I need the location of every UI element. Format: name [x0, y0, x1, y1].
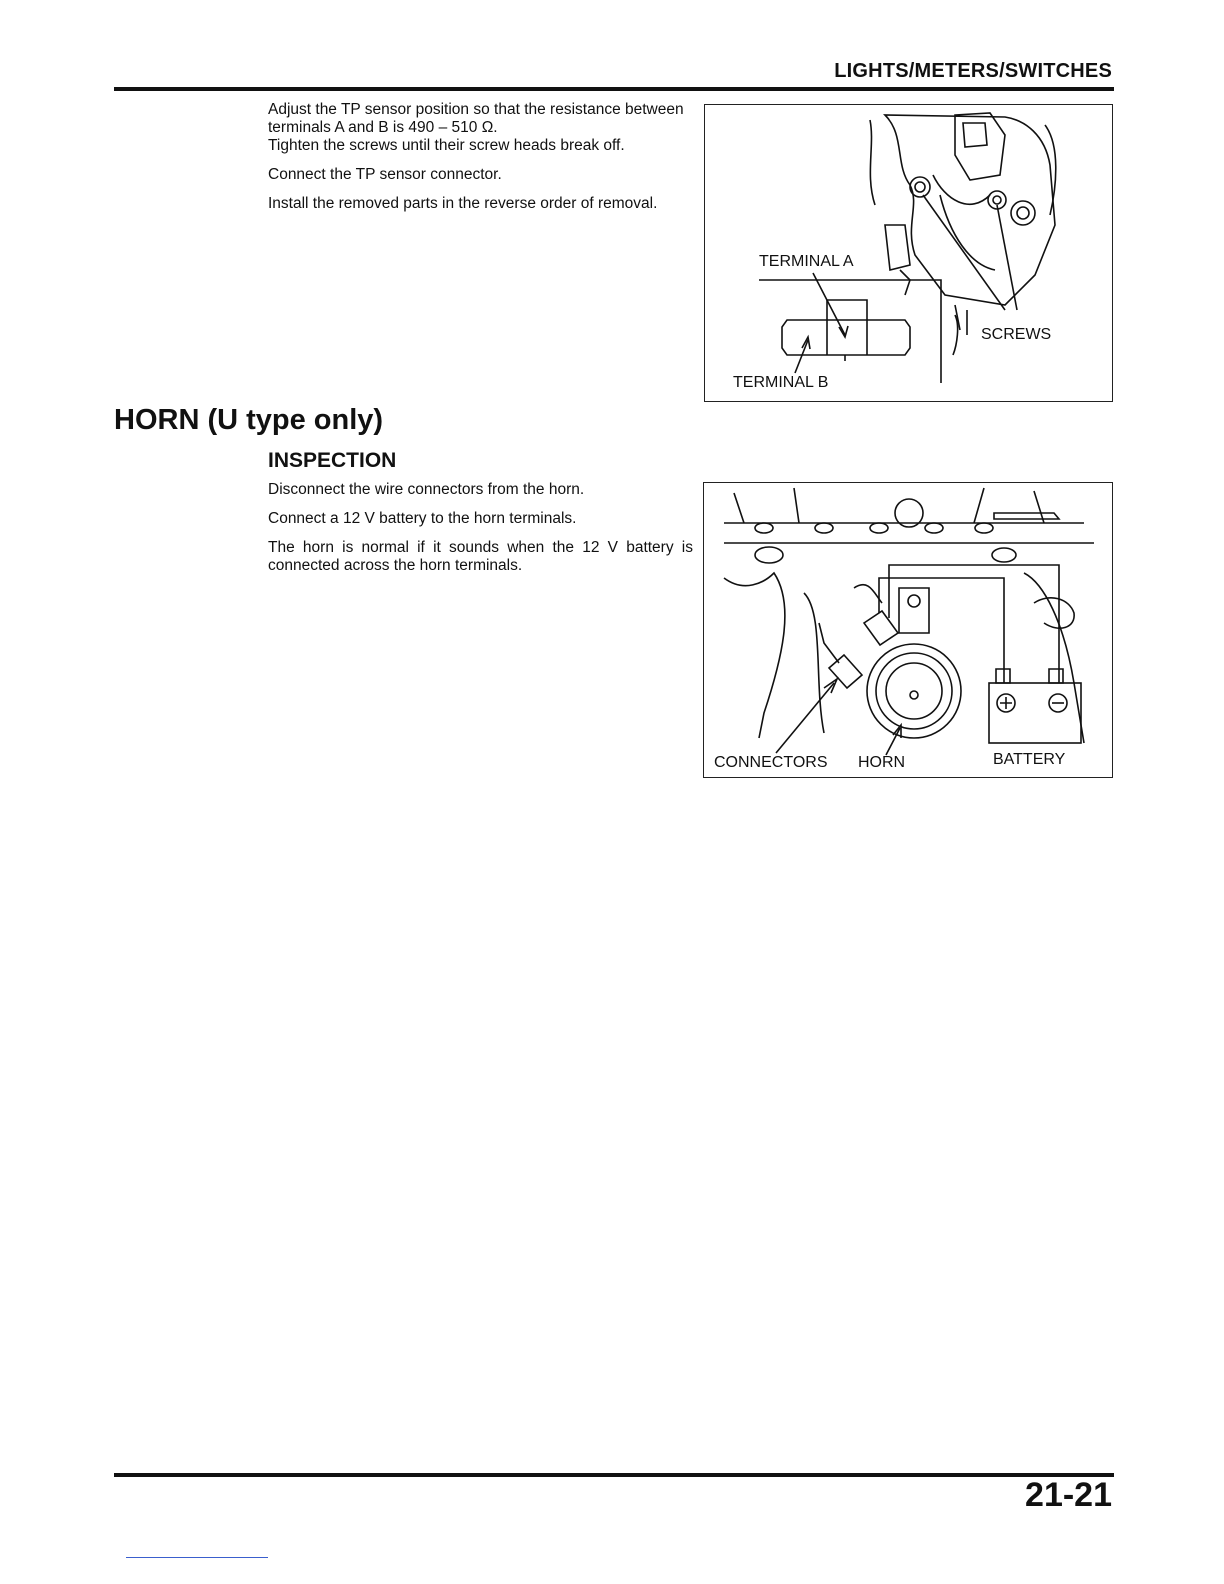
footer-underline [126, 1557, 268, 1558]
horn-section-title: HORN (U type only) [114, 404, 384, 436]
page-number: 21-21 [1025, 1476, 1112, 1514]
tp-paragraph-adjust: Adjust the TP sensor position so that the resistance between terminals A and B is 490 – 510 Ω. [268, 101, 684, 136]
tp-paragraph-install: Install the removed parts in the reverse order of removal. [268, 195, 658, 212]
horn-label: HORN [858, 754, 906, 771]
screws-label: SCREWS [981, 326, 1052, 343]
tp-sensor-instructions [268, 101, 693, 224]
horn-illustration [704, 483, 1112, 777]
tp-paragraph-tighten: Tighten the screws until their screw heads break off. [268, 137, 625, 154]
horn-figure [703, 482, 1113, 778]
tp-sensor-figure [704, 104, 1113, 402]
header-rule [114, 87, 1114, 91]
inspection-subtitle: INSPECTION [268, 449, 397, 472]
connectors-label: CONNECTORS [714, 754, 828, 771]
battery-label: BATTERY [993, 751, 1066, 768]
horn-paragraph-normal: The horn is normal if it sounds when the 12 V battery is connected across the horn terminals. [268, 539, 693, 574]
terminal-b-label: TERMINAL B [733, 374, 829, 391]
section-header: LIGHTS/METERS/SWITCHES [834, 60, 1112, 82]
horn-paragraph-disconnect: Disconnect the wire connectors from the horn. [268, 481, 585, 498]
horn-inspection-instructions [268, 481, 693, 586]
tp-paragraph-connect: Connect the TP sensor connector. [268, 166, 502, 183]
horn-paragraph-connect-battery: Connect a 12 V battery to the horn terminals. [268, 510, 577, 527]
terminal-a-label: TERMINAL A [759, 253, 854, 270]
